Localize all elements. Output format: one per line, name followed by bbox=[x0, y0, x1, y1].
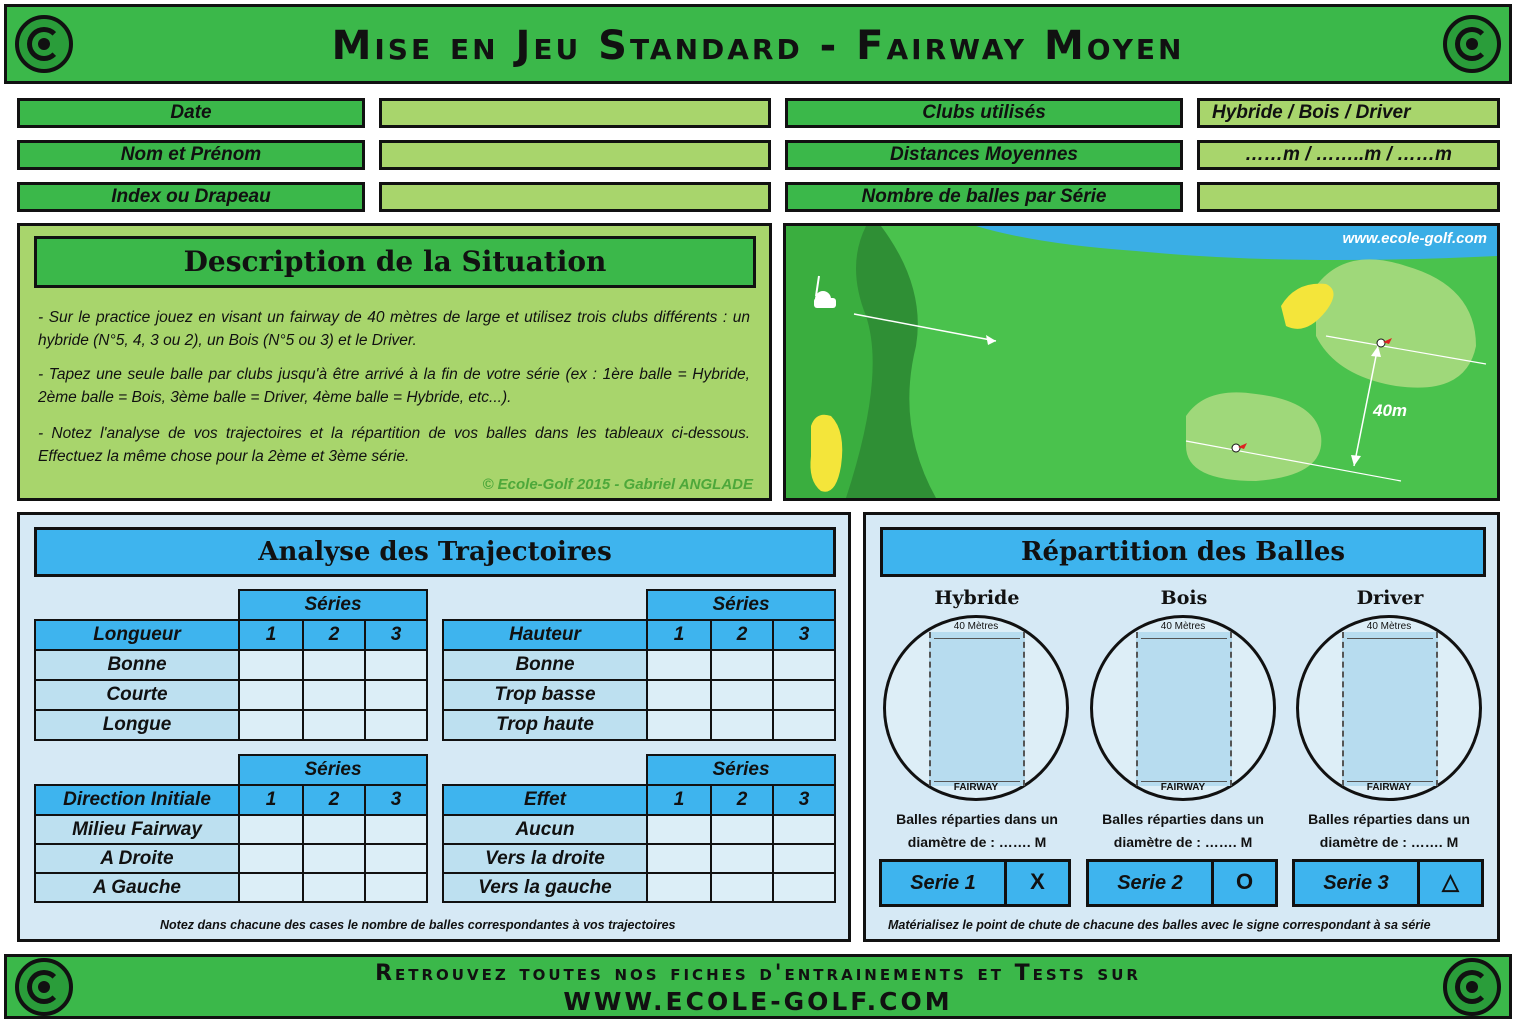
cross-icon: X bbox=[1030, 869, 1045, 894]
driver-target[interactable] bbox=[1296, 615, 1482, 801]
entry-cell[interactable] bbox=[238, 872, 304, 903]
entry-cell[interactable] bbox=[238, 814, 304, 845]
balls-label: Nombre de balles par Série bbox=[785, 182, 1183, 212]
hybride-title: Hybride bbox=[934, 587, 1020, 609]
entry-cell[interactable] bbox=[772, 679, 836, 711]
col-2: 2 bbox=[302, 619, 366, 651]
entry-cell[interactable] bbox=[710, 843, 774, 874]
entry-cell[interactable] bbox=[772, 872, 836, 903]
width-label: 40 Mètres bbox=[1160, 621, 1206, 632]
fairway-label: FAIRWAY bbox=[1160, 782, 1206, 793]
row-label: Bonne bbox=[442, 649, 648, 681]
col-3: 3 bbox=[364, 784, 428, 816]
col-1: 1 bbox=[646, 619, 712, 651]
entry-cell[interactable] bbox=[646, 709, 712, 741]
entry-cell[interactable] bbox=[364, 843, 428, 874]
diameter-text: Balles réparties dans un bbox=[1308, 811, 1470, 827]
entry-cell[interactable] bbox=[710, 814, 774, 845]
entry-cell[interactable] bbox=[646, 679, 712, 711]
entry-cell[interactable] bbox=[238, 649, 304, 681]
index-field[interactable] bbox=[379, 182, 771, 212]
entry-cell[interactable] bbox=[302, 709, 366, 741]
fairway-label: FAIRWAY bbox=[953, 782, 999, 793]
row-label: Trop basse bbox=[442, 679, 648, 711]
series-header: Séries bbox=[238, 754, 428, 786]
entry-cell[interactable] bbox=[364, 679, 428, 711]
serie-1-badge bbox=[879, 859, 1071, 907]
description-panel bbox=[17, 223, 772, 501]
col-1: 1 bbox=[238, 619, 304, 651]
entry-cell[interactable] bbox=[238, 679, 304, 711]
entry-cell[interactable] bbox=[238, 843, 304, 874]
diameter-text: diamètre de : ……. M bbox=[907, 834, 1047, 850]
entry-cell[interactable] bbox=[646, 872, 712, 903]
row-label: Trop haute bbox=[442, 709, 648, 741]
page-title: Mise en Jeu Standard - Fairway Moyen bbox=[331, 23, 1185, 69]
row-label: Milieu Fairway bbox=[34, 814, 240, 845]
entry-cell[interactable] bbox=[772, 709, 836, 741]
col-3: 3 bbox=[772, 784, 836, 816]
header-bar bbox=[4, 4, 1512, 84]
fairway-zone bbox=[1136, 632, 1232, 786]
driver-title: Driver bbox=[1356, 587, 1424, 609]
series-header: Séries bbox=[646, 589, 836, 621]
serie-label: Serie 1 bbox=[882, 862, 1007, 904]
direction-header: Direction Initiale bbox=[34, 784, 240, 816]
ecole-golf-logo-icon bbox=[1443, 15, 1501, 73]
entry-cell[interactable] bbox=[646, 843, 712, 874]
triangle-icon: △ bbox=[1442, 869, 1459, 894]
index-label: Index ou Drapeau bbox=[17, 182, 365, 212]
entry-cell[interactable] bbox=[302, 649, 366, 681]
description-paragraph: - Notez l'analyse de vos trajectoires et la répartition de vos balles dans les tableaux ci-dessous. Effectuez la même chose pour la 2ème et 3ème série. bbox=[38, 425, 750, 465]
entry-cell[interactable] bbox=[710, 649, 774, 681]
effet-header: Effet bbox=[442, 784, 648, 816]
entry-cell[interactable] bbox=[772, 814, 836, 845]
repartition-title: Répartition des Balles bbox=[880, 527, 1486, 577]
longueur-header: Longueur bbox=[34, 619, 240, 651]
col-2: 2 bbox=[710, 784, 774, 816]
entry-cell[interactable] bbox=[772, 649, 836, 681]
row-label: Vers la droite bbox=[442, 843, 648, 874]
col-2: 2 bbox=[302, 784, 366, 816]
diameter-text: diamètre de : ……. M bbox=[1319, 834, 1459, 850]
map-url: www.ecole-golf.com bbox=[1342, 230, 1487, 247]
width-label: 40 Mètres bbox=[953, 621, 999, 632]
row-label: Courte bbox=[34, 679, 240, 711]
analyse-panel bbox=[17, 512, 851, 942]
col-3: 3 bbox=[772, 619, 836, 651]
diameter-text: Balles réparties dans un bbox=[896, 811, 1058, 827]
col-1: 1 bbox=[646, 784, 712, 816]
analyse-title: Analyse des Trajectoires bbox=[34, 527, 836, 577]
serie-3-badge bbox=[1292, 859, 1484, 907]
serie-label: Serie 3 bbox=[1295, 862, 1420, 904]
ecole-golf-logo-icon bbox=[1443, 958, 1501, 1016]
series-header: Séries bbox=[238, 589, 428, 621]
diameter-text: Balles réparties dans un bbox=[1102, 811, 1264, 827]
serie-2-badge bbox=[1086, 859, 1278, 907]
date-label: Date bbox=[17, 98, 365, 128]
name-field[interactable] bbox=[379, 140, 771, 170]
entry-cell[interactable] bbox=[710, 872, 774, 903]
distances-label: Distances Moyennes bbox=[785, 140, 1183, 170]
entry-cell[interactable] bbox=[364, 649, 428, 681]
name-label: Nom et Prénom bbox=[17, 140, 365, 170]
fairway-zone bbox=[929, 632, 1025, 786]
distances-field[interactable]: ……m / ……..m / ……m bbox=[1197, 140, 1500, 170]
footer-bar bbox=[4, 954, 1512, 1019]
entry-cell[interactable] bbox=[646, 649, 712, 681]
entry-cell[interactable] bbox=[302, 679, 366, 711]
entry-cell[interactable] bbox=[302, 872, 366, 903]
diameter-text: diamètre de : ……. M bbox=[1113, 834, 1253, 850]
entry-cell[interactable] bbox=[646, 814, 712, 845]
bois-target[interactable] bbox=[1090, 615, 1276, 801]
copyright: © Ecole-Golf 2015 - Gabriel ANGLADE bbox=[482, 476, 753, 493]
col-3: 3 bbox=[364, 619, 428, 651]
clubs-field[interactable]: Hybride / Bois / Driver bbox=[1197, 98, 1500, 128]
repartition-note: Matérialisez le point de chute de chacune des balles avec le signe correspondant à sa série bbox=[888, 918, 1431, 932]
distance-label: 40m bbox=[1373, 401, 1408, 420]
hybride-target[interactable] bbox=[883, 615, 1069, 801]
fairway-label: FAIRWAY bbox=[1366, 782, 1412, 793]
fairway-illustration bbox=[783, 223, 1500, 501]
width-arrow bbox=[934, 638, 1020, 639]
ecole-golf-logo-icon bbox=[15, 15, 73, 73]
bois-title: Bois bbox=[1160, 587, 1208, 609]
hauteur-header: Hauteur bbox=[442, 619, 648, 651]
row-label: A Droite bbox=[34, 843, 240, 874]
clubs-label: Clubs utilisés bbox=[785, 98, 1183, 128]
fairway-map bbox=[786, 226, 1497, 498]
width-arrow bbox=[1347, 638, 1433, 639]
width-label: 40 Mètres bbox=[1366, 621, 1412, 632]
entry-cell[interactable] bbox=[364, 872, 428, 903]
description-paragraph: - Sur le practice jouez en visant un fairway de 40 mètres de large et utilisez trois clubs différents : un hybride (N°5, 4, 3 ou 2), un Bois (N°5 ou 3) et le Driver. bbox=[38, 309, 750, 349]
footer-text: Retrouvez toutes nos fiches d'entrainements et Tests sur bbox=[375, 961, 1141, 986]
row-label: Aucun bbox=[442, 814, 648, 845]
row-label: Vers la gauche bbox=[442, 872, 648, 903]
circle-icon: O bbox=[1235, 869, 1254, 894]
entry-cell[interactable] bbox=[302, 843, 366, 874]
description-title: Description de la Situation bbox=[34, 236, 756, 288]
width-arrow bbox=[1141, 638, 1227, 639]
series-header: Séries bbox=[646, 754, 836, 786]
balls-field[interactable] bbox=[1197, 182, 1500, 212]
date-field[interactable] bbox=[379, 98, 771, 128]
description-paragraph: - Tapez une seule balle par clubs jusqu'à être arrivé à la fin de votre série (ex : 1ère balle = Hybride, 2ème balle = Bois, 3ème balle = Driver, 4ème balle = Hybride, etc...). bbox=[38, 366, 750, 406]
col-1: 1 bbox=[238, 784, 304, 816]
row-label: Longue bbox=[34, 709, 240, 741]
ecole-golf-logo-icon bbox=[15, 958, 73, 1016]
entry-cell[interactable] bbox=[710, 709, 774, 741]
entry-cell[interactable] bbox=[364, 709, 428, 741]
footer-url[interactable]: WWW.ECOLE-GOLF.COM bbox=[563, 987, 953, 1016]
entry-cell[interactable] bbox=[772, 843, 836, 874]
entry-cell[interactable] bbox=[238, 709, 304, 741]
fairway-zone bbox=[1342, 632, 1438, 786]
analyse-note: Notez dans chacune des cases le nombre de balles correspondantes à vos trajectoires bbox=[160, 918, 676, 932]
serie-label: Serie 2 bbox=[1089, 862, 1214, 904]
row-label: A Gauche bbox=[34, 872, 240, 903]
row-label: Bonne bbox=[34, 649, 240, 681]
entry-cell[interactable] bbox=[710, 679, 774, 711]
entry-cell[interactable] bbox=[364, 814, 428, 845]
col-2: 2 bbox=[710, 619, 774, 651]
entry-cell[interactable] bbox=[302, 814, 366, 845]
